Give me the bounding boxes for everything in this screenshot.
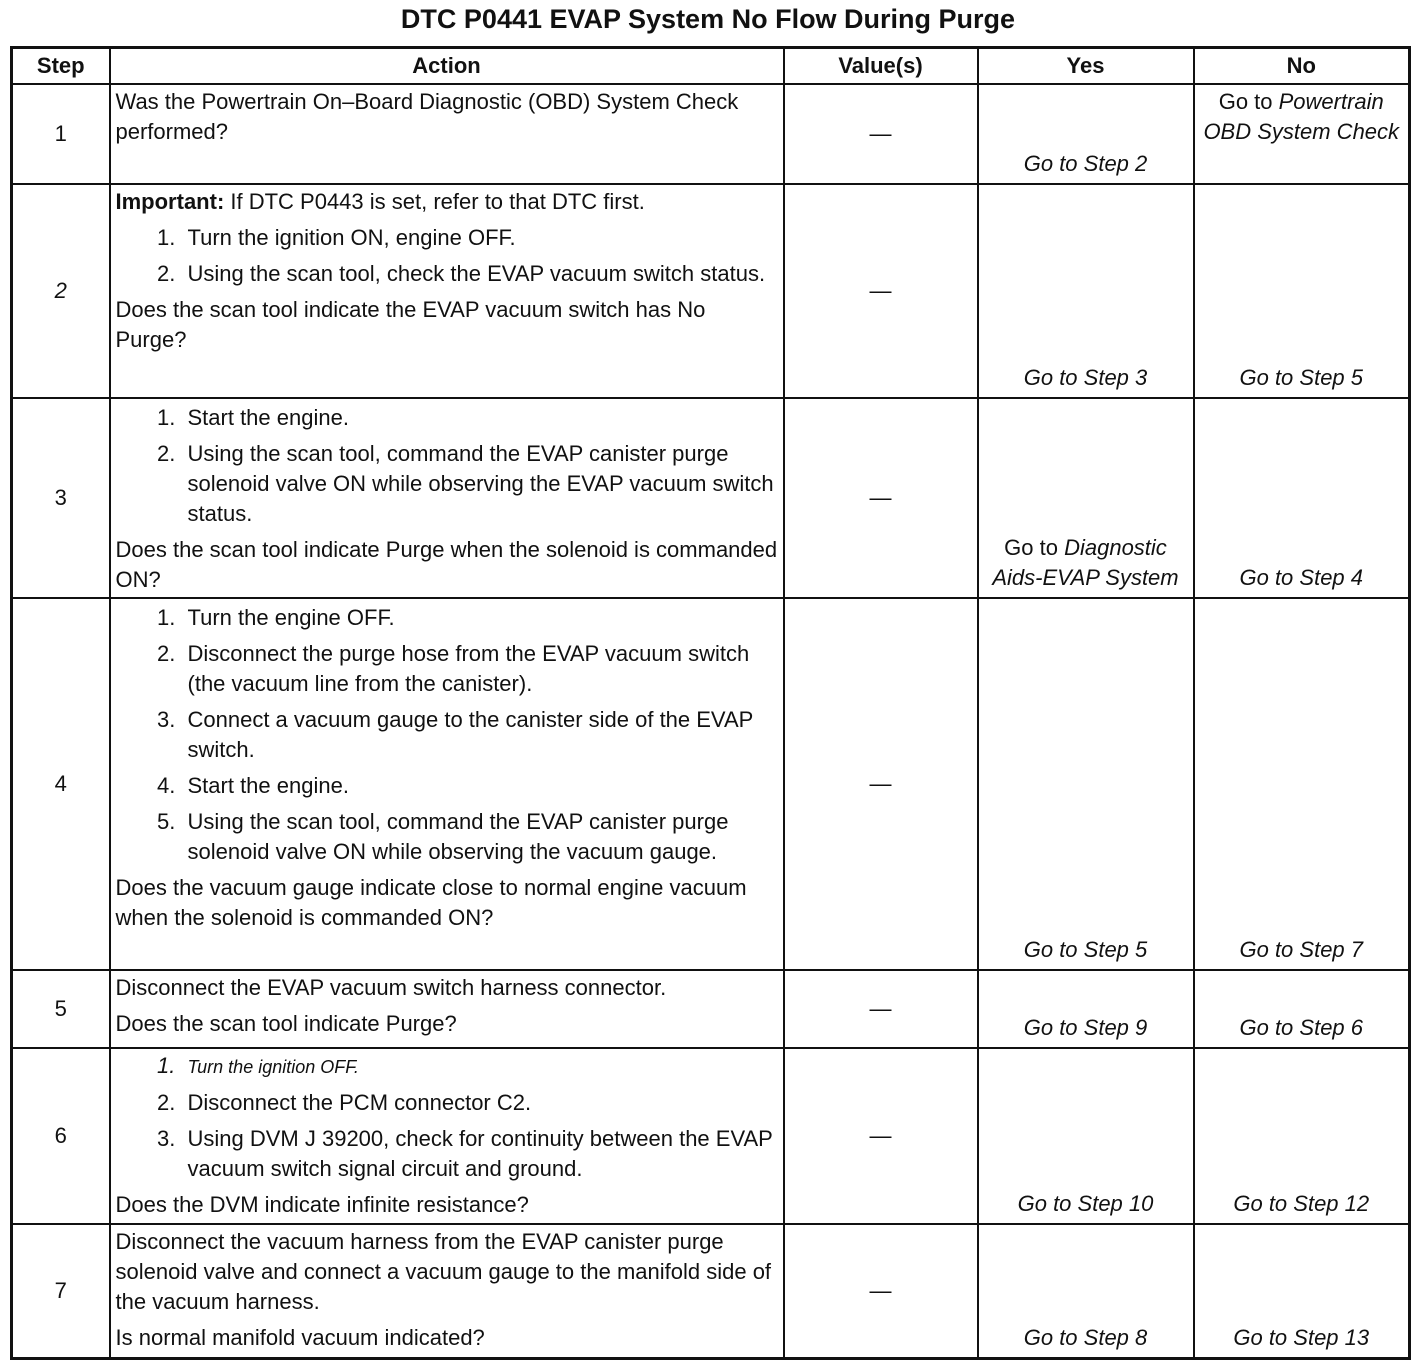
list-item: 1. Turn the ignition OFF.	[182, 1051, 778, 1082]
instruction-list	[116, 223, 778, 289]
action-question: Does the DVM indicate infinite resistance?	[115, 1192, 529, 1217]
no-cell: Go to Step 13	[1194, 1224, 1410, 1358]
table-row	[12, 598, 1410, 970]
value-cell: —	[784, 84, 978, 184]
table-row	[12, 398, 1410, 598]
action-cell	[110, 84, 784, 184]
yes-cell: Go to Step 10	[978, 1048, 1194, 1224]
important-label: Important:	[115, 189, 225, 214]
action-cell	[110, 1224, 784, 1358]
no-cell: Go to Step 4	[1194, 398, 1410, 598]
value-cell: —	[784, 970, 978, 1048]
action-question: Does the vacuum gauge indicate close to normal engine vacuum when the solenoid is commanded ON?	[115, 875, 747, 930]
step-number: 3	[12, 398, 110, 598]
yes-cell	[978, 398, 1194, 598]
important-text: If DTC P0443 is set, refer to that DTC first.	[224, 189, 645, 214]
table-row	[12, 184, 1410, 398]
action-cell	[110, 1048, 784, 1224]
no-link: Powertrain OBD System Check	[1203, 89, 1400, 144]
yes-cell: Go to Step 8	[978, 1224, 1194, 1358]
step-number: 7	[12, 1224, 110, 1358]
list-item: 2. Disconnect the purge hose from the EVAP vacuum switch (the vacuum line from the canister).	[182, 639, 778, 699]
no-cell: Go to Step 6	[1194, 970, 1410, 1048]
action-question: Does the scan tool indicate Purge when the solenoid is commanded ON?	[115, 537, 778, 592]
list-item: 2. Disconnect the PCM connector C2.	[182, 1088, 778, 1118]
list-item: 3. Connect a vacuum gauge to the canister side of the EVAP switch.	[182, 705, 778, 765]
action-text: Disconnect the EVAP vacuum switch harness connector.	[115, 975, 667, 1000]
header-yes: Yes	[978, 48, 1194, 85]
action-question: Is normal manifold vacuum indicated?	[115, 1325, 485, 1350]
yes-prefix: Go to	[1004, 535, 1065, 560]
important-note	[116, 187, 778, 217]
header-row	[12, 48, 1410, 85]
instruction-list	[116, 1051, 778, 1184]
step-number: 5	[12, 970, 110, 1048]
header-step: Step	[12, 48, 110, 85]
table-row	[12, 1224, 1410, 1358]
no-prefix: Go to	[1218, 89, 1279, 114]
list-item: 3. Using DVM J 39200, check for continuity between the EVAP vacuum switch signal circuit and ground.	[182, 1124, 778, 1184]
list-item: 2. Using the scan tool, command the EVAP canister purge solenoid valve ON while observing the EVAP vacuum switch status.	[182, 439, 778, 529]
action-cell	[110, 184, 784, 398]
value-cell: —	[784, 598, 978, 970]
list-item: 1. Start the engine.	[182, 403, 778, 433]
action-cell	[110, 398, 784, 598]
instruction-list	[116, 603, 778, 867]
no-cell: Go to Step 5	[1194, 184, 1410, 398]
page-title: DTC P0441 EVAP System No Flow During Purge	[400, 4, 1016, 34]
header-no: No	[1194, 48, 1410, 85]
table-row	[12, 84, 1410, 184]
value-cell: —	[784, 398, 978, 598]
no-cell	[1194, 84, 1410, 184]
list-item: 5. Using the scan tool, command the EVAP canister purge solenoid valve ON while observing the vacuum gauge.	[182, 807, 778, 867]
table-row	[12, 1048, 1410, 1224]
value-cell: —	[784, 184, 978, 398]
instruction-list	[116, 403, 778, 529]
action-question: Does the scan tool indicate Purge?	[115, 1011, 457, 1036]
action-cell	[110, 598, 784, 970]
no-cell: Go to Step 12	[1194, 1048, 1410, 1224]
step-number: 6	[12, 1048, 110, 1224]
step-number: 2	[12, 184, 110, 398]
list-item: 1. Turn the ignition ON, engine OFF.	[182, 223, 778, 253]
list-item: 4. Start the engine.	[182, 771, 778, 801]
yes-cell: Go to Step 5	[978, 598, 1194, 970]
step-number: 1	[12, 84, 110, 184]
action-text: Disconnect the vacuum harness from the EVAP canister purge solenoid valve and connect a vacuum gauge to the manifold side of the vacuum harness.	[115, 1229, 772, 1314]
yes-cell: Go to Step 3	[978, 184, 1194, 398]
no-cell: Go to Step 7	[1194, 598, 1410, 970]
value-cell: —	[784, 1224, 978, 1358]
yes-cell: Go to Step 9	[978, 970, 1194, 1048]
list-item: 1. Turn the engine OFF.	[182, 603, 778, 633]
yes-link: Diagnostic Aids-EVAP System	[992, 535, 1179, 590]
header-values: Value(s)	[784, 48, 978, 85]
step-number: 4	[12, 598, 110, 970]
yes-cell: Go to Step 2	[978, 84, 1194, 184]
action-question: Does the scan tool indicate the EVAP vacuum switch has No Purge?	[115, 297, 706, 352]
header-action: Action	[110, 48, 784, 85]
table-row	[12, 970, 1410, 1048]
value-cell: —	[784, 1048, 978, 1224]
diagnostic-table	[10, 46, 1411, 1360]
list-item: 2. Using the scan tool, check the EVAP vacuum switch status.	[182, 259, 778, 289]
action-cell	[110, 970, 784, 1048]
action-text: Was the Powertrain On–Board Diagnostic (OBD) System Check performed?	[115, 89, 739, 144]
